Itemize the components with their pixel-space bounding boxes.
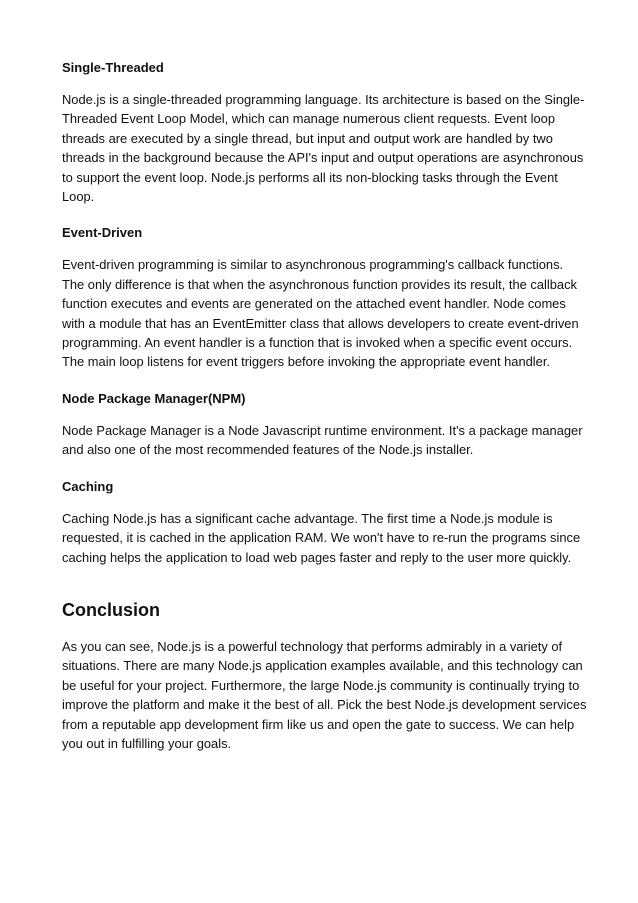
section-body-caching: Caching Node.js has a significant cache advantage. The first time a Node.js module is requested, it is cached in the application RAM. We won't have to re-run the programs since caching helps the application to load web pages faster and reply to the user more quickly. [62, 510, 581, 565]
section-heading-caching: Caching [62, 478, 114, 494]
section-body-npm: Node Package Manager is a Node Javascript runtime environment. It's a package manager and also one of the most recommended features of the Node.js installer. [62, 422, 583, 458]
section-heading-npm: Node Package Manager(NPM) [62, 390, 246, 406]
section-heading-single-threaded: Single-Threaded [62, 60, 164, 75]
document-page [62, 58, 587, 753]
conclusion-body: As you can see, Node.js is a powerful technology that performs admirably in a variety of situations. There are many Node.js application examples available, and this technology can be useful for your project. Furthermore, the large Node.js community is continually trying to improve the platform and make it the best of all. Pick the best Node.js development services from a reputable app development firm like us and open the gate to success. We can help you out in fulfilling your goals. [62, 638, 587, 751]
section-body-single-threaded: Node.js is a single-threaded programming language. Its architecture is based on the Single-Threaded Event Loop Model, which can manage numerous client requests. Event loop threads are executed by a single thread, but input and output work are handled by two threads in the background because the API's input and output operations are asynchronous to support the event loop. Node.js performs all its non-blocking tasks through the Event Loop. [62, 92, 585, 205]
section-body-event-driven: Event-driven programming is similar to asynchronous programming's callback functions. The only difference is that when the asynchronous function provides its result, the callback function executes and events are generated on the attached event handler. Node comes with a module that has an EventEmitter class that allows developers to create event-driven programming. An event handler is a function that is invoked when a specific event occurs. The main loop listens for event triggers before invoking the appropriate event handler. [62, 257, 579, 370]
conclusion-heading: Conclusion [62, 599, 160, 620]
section-heading-event-driven: Event-Driven [62, 225, 143, 241]
